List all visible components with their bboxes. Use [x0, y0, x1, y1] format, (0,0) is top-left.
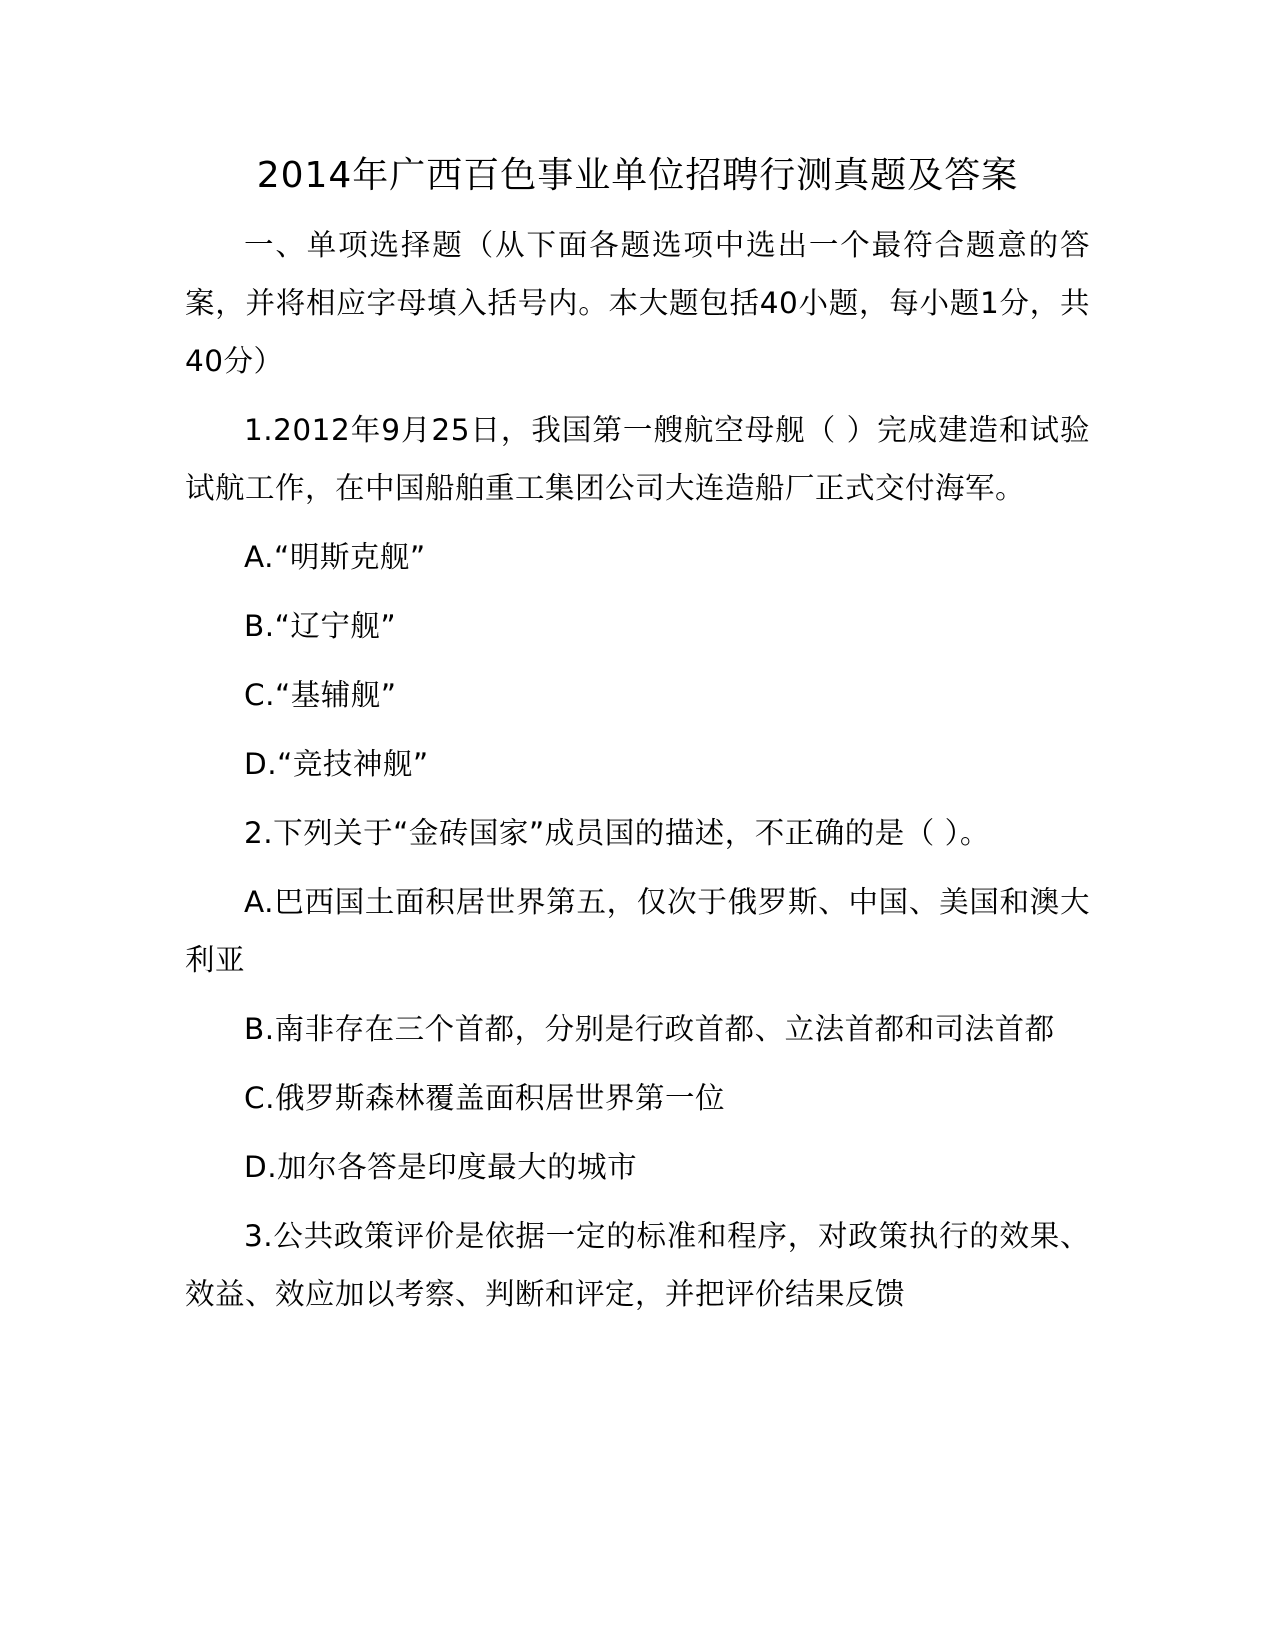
question-2-option-b: B.南非存在三个首都，分别是行政首都、立法首都和司法首都	[244, 1012, 1055, 1046]
question-1-option-c: C.“基辅舰”	[244, 678, 397, 712]
section-intro: 一、单项选择题（从下面各题选项中选出一个最符合题意的答案，并将相应字母填入括号内。本大题包括40小题，每小题1分，共40分）	[185, 228, 1090, 378]
question-2-option-a: A.巴西国土面积居世界第五，仅次于俄罗斯、中国、美国和澳大利亚	[185, 885, 1090, 977]
document-title: 2014年广西百色事业单位招聘行测真题及答案	[256, 155, 1019, 196]
question-1-option-a: A.“明斯克舰”	[244, 540, 426, 574]
question-1-stem: 1.2012年9月25日，我国第一艘航空母舰（ ）完成建造和试验试航工作，在中国船舶重工集团公司大连造船厂正式交付海军。	[185, 413, 1090, 505]
question-2-option-d: D.加尔各答是印度最大的城市	[244, 1150, 638, 1184]
question-1-option-b: B.“辽宁舰”	[244, 609, 397, 643]
question-1-option-d: D.“竞技神舰”	[244, 747, 429, 781]
question-2-option-c: C.俄罗斯森林覆盖面积居世界第一位	[244, 1081, 725, 1115]
question-2-stem: 2.下列关于“金砖国家”成员国的描述，不正确的是（ ）。	[244, 816, 990, 850]
question-3-stem: 3.公共政策评价是依据一定的标准和程序，对政策执行的效果、效益、效应加以考察、判断和评定，并把评价结果反馈	[185, 1219, 1090, 1311]
